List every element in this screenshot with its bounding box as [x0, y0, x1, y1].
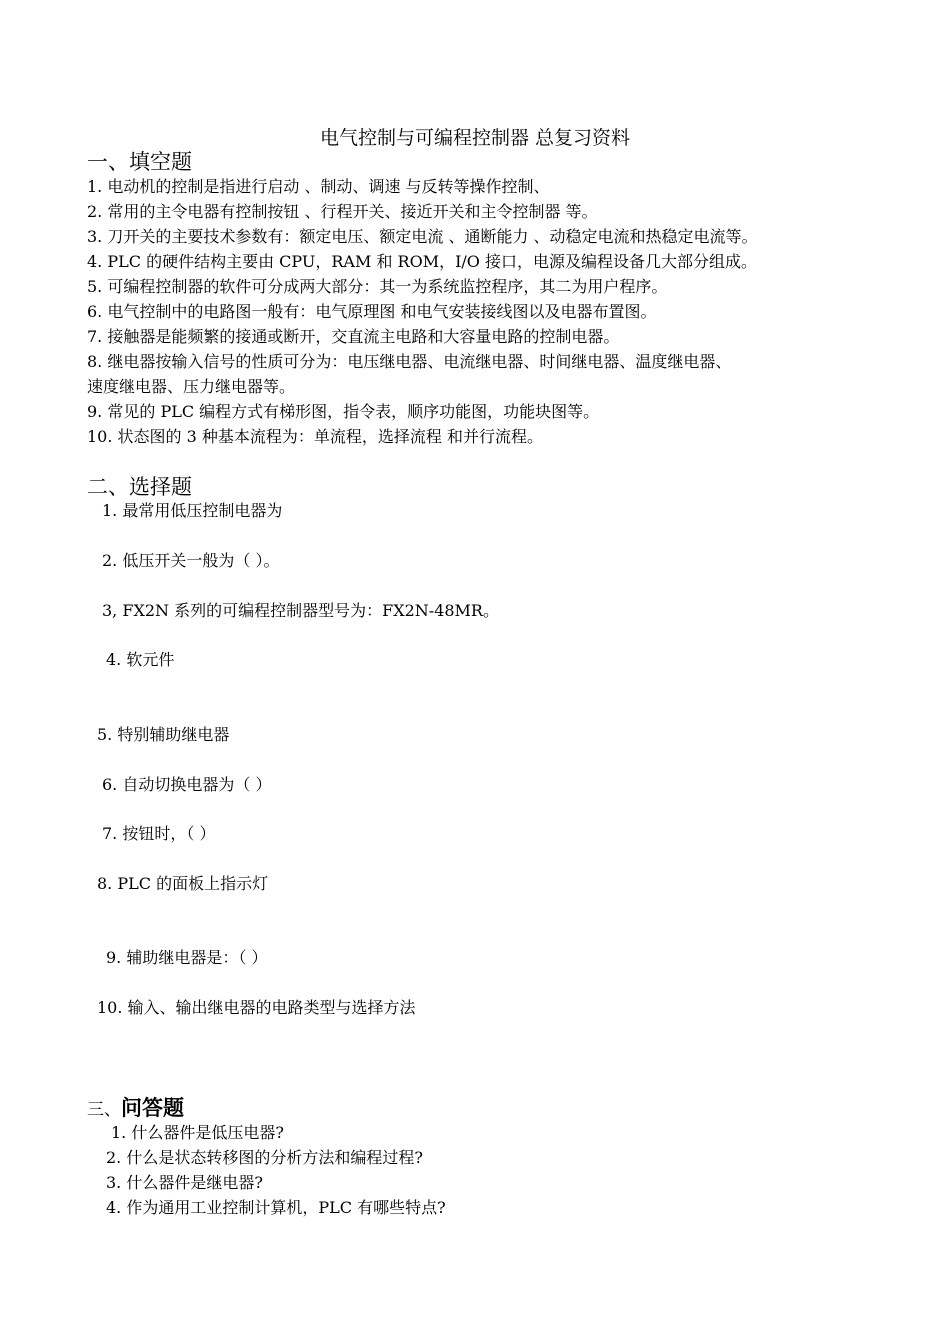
- choice-item: 1. 最常用低压控制电器为: [102, 501, 283, 520]
- fill-item: 7. 接触器是能频繁的接通或断开，交直流主电路和大容量电路的控制电器。: [87, 327, 620, 346]
- qa-item: 2. 什么是状态转移图的分析方法和编程过程?: [106, 1148, 423, 1167]
- document-title: 电气控制与可编程控制器 总复习资料: [319, 127, 631, 149]
- section-qa-heading-title: 问答题: [121, 1095, 184, 1120]
- choice-item: 3, FX2N 系列的可编程控制器型号为：FX2N-48MR。: [102, 601, 499, 620]
- section-choice-heading: 二、选择题: [87, 475, 192, 499]
- choice-item: 8. PLC 的面板上指示灯: [97, 874, 269, 893]
- fill-item-continuation: 速度继电器、压力继电器等。: [87, 377, 296, 396]
- qa-item: 1. 什么器件是低压电器?: [111, 1123, 284, 1142]
- choice-item: 7. 按钮时，（ ）: [102, 824, 216, 843]
- choice-item: 4. 软元件: [106, 650, 175, 669]
- choice-item: 2. 低压开关一般为（ ）。: [102, 551, 280, 570]
- qa-item: 4. 作为通用工业控制计算机，PLC 有哪些特点?: [106, 1198, 446, 1217]
- section-qa-heading-prefix: 三、: [87, 1100, 121, 1120]
- qa-item: 3. 什么器件是继电器?: [106, 1173, 263, 1192]
- fill-item: 5. 可编程控制器的软件可分成两大部分：其一为系统监控程序，其二为用户程序。: [87, 277, 668, 296]
- choice-item: 6. 自动切换电器为（ ）: [102, 775, 272, 794]
- fill-item: 2. 常用的主令电器有控制按钮 、行程开关、接近开关和主令控制器 等。: [87, 202, 598, 221]
- section-qa-heading: [87, 1096, 184, 1122]
- fill-item: 9. 常见的 PLC 编程方式有梯形图，指令表，顺序功能图，功能块图等。: [87, 402, 600, 421]
- fill-item: 8. 继电器按输入信号的性质可分为：电压继电器、电流继电器、时间继电器、温度继电器、: [87, 352, 732, 371]
- fill-item: 10. 状态图的 3 种基本流程为：单流程，选择流程 和并行流程。: [87, 427, 543, 446]
- fill-item: 1. 电动机的控制是指进行启动 、制动、调速 与反转等操作控制、: [87, 177, 550, 196]
- choice-item: 10. 输入、输出继电器的电路类型与选择方法: [97, 998, 416, 1017]
- choice-item: 9. 辅助继电器是：（ ）: [106, 948, 268, 967]
- fill-item: 4. PLC 的硬件结构主要由 CPU，RAM 和 ROM，I/O 接口，电源及编程设备几大部分组成。: [87, 252, 757, 271]
- fill-item: 3. 刀开关的主要技术参数有：额定电压、额定电流 、通断能力 、动稳定电流和热稳定电流等。: [87, 227, 758, 246]
- section-fill-heading: 一、填空题: [87, 150, 192, 174]
- choice-item: 5. 特别辅助继电器: [97, 725, 230, 744]
- fill-item: 6. 电气控制中的电路图一般有：电气原理图 和电气安装接线图以及电器布置图。: [87, 302, 657, 321]
